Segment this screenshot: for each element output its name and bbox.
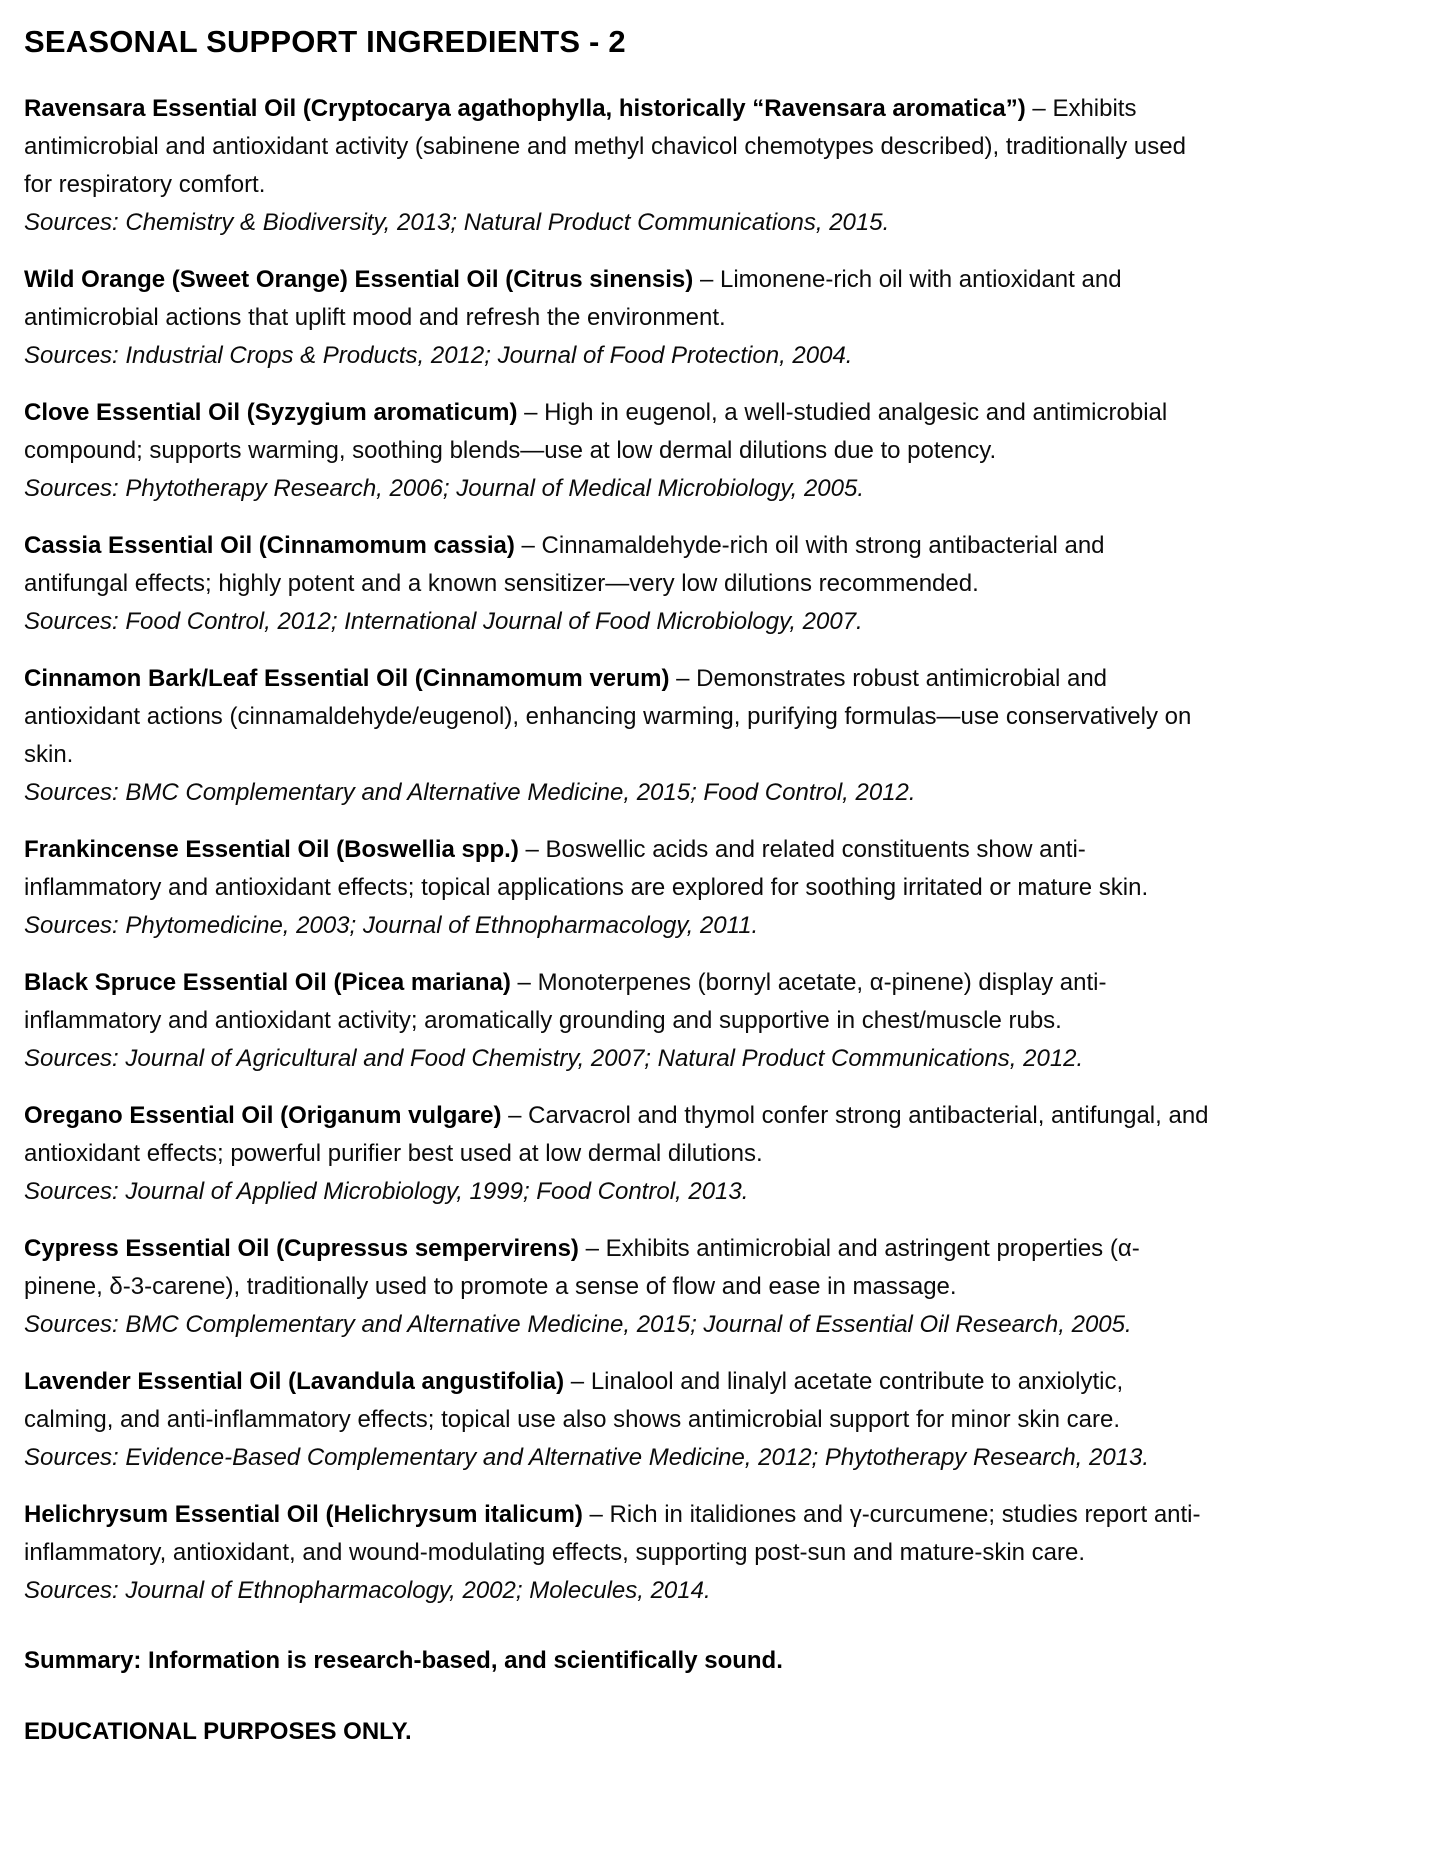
ingredient-name: Cinnamon Bark/Leaf Essential Oil (Cinnamomum verum) [24, 665, 670, 692]
name-description-separator: – [1025, 95, 1053, 122]
entry-paragraph [24, 261, 1214, 337]
ingredient-entry [24, 660, 1214, 812]
ingredient-name: Helichrysum Essential Oil (Helichrysum italicum) [24, 1501, 583, 1528]
ingredient-description: Cinnamaldehyde-rich oil with strong antibacterial and antifungal effects; highly potent and a known sensitizer—very low dilutions recommended. [24, 532, 1105, 597]
ingredient-list [24, 90, 1214, 1610]
ingredient-name: Clove Essential Oil (Syzygium aromaticum) [24, 399, 518, 426]
entry-paragraph [24, 1363, 1214, 1439]
entry-paragraph [24, 831, 1214, 907]
name-description-separator: – [514, 532, 542, 559]
name-description-separator: – [578, 1235, 606, 1262]
ingredient-entry [24, 831, 1214, 945]
ingredient-name: Oregano Essential Oil (Origanum vulgare) [24, 1102, 502, 1129]
name-description-separator: – [669, 665, 697, 692]
entry-paragraph [24, 1496, 1214, 1572]
ingredient-name: Black Spruce Essential Oil (Picea mariana) [24, 969, 511, 996]
ingredient-sources: Sources: Food Control, 2012; International Journal of Food Microbiology, 2007. [24, 608, 863, 635]
ingredient-name: Lavender Essential Oil (Lavandula angustifolia) [24, 1368, 565, 1395]
summary-text: Summary: Information is research-based, and scientifically sound. [24, 1647, 783, 1674]
ingredient-description: Rich in italidiones and γ-curcumene; studies report anti-inflammatory, antioxidant, and wound-modulating effects, supporting post-sun and mature-skin care. [24, 1501, 1201, 1566]
entry-paragraph [24, 660, 1214, 774]
entry-paragraph [24, 90, 1214, 204]
ingredient-sources: Sources: Phytotherapy Research, 2006; Journal of Medical Microbiology, 2005. [24, 475, 865, 502]
ingredient-entry [24, 1097, 1214, 1211]
ingredient-entry [24, 1230, 1214, 1344]
entry-paragraph [24, 1230, 1214, 1306]
name-description-separator: – [518, 836, 546, 863]
entry-paragraph [24, 964, 1214, 1040]
page-title: SEASONAL SUPPORT INGREDIENTS - 2 [24, 24, 626, 59]
name-description-separator: – [510, 969, 538, 996]
ingredient-description: Carvacrol and thymol confer strong antibacterial, antifungal, and antioxidant effects; powerful purifier best used at low dermal dilutions. [24, 1102, 1209, 1167]
ingredient-entry [24, 261, 1214, 375]
ingredient-sources: Sources: BMC Complementary and Alternative Medicine, 2015; Journal of Essential Oil Research, 2005. [24, 1311, 1132, 1338]
name-description-separator: – [693, 266, 720, 293]
name-description-separator: – [517, 399, 545, 426]
entry-paragraph [24, 394, 1214, 470]
ingredient-sources: Sources: Journal of Ethnopharmacology, 2002; Molecules, 2014. [24, 1577, 711, 1604]
footer-text: EDUCATIONAL PURPOSES ONLY. [24, 1718, 412, 1745]
ingredient-description: Monoterpenes (bornyl acetate, α-pinene) display anti-inflammatory and antioxidant activity; aromatically grounding and supportive in chest/muscle rubs. [24, 969, 1107, 1034]
ingredient-description: Exhibits antimicrobial and astringent properties (α-pinene, δ-3-carene), traditionally used to promote a sense of flow and ease in massage. [24, 1235, 1140, 1300]
ingredient-sources: Sources: BMC Complementary and Alternative Medicine, 2015; Food Control, 2012. [24, 779, 916, 806]
ingredient-sources: Sources: Evidence-Based Complementary and Alternative Medicine, 2012; Phytotherapy Research, 2013. [24, 1444, 1150, 1471]
ingredient-description: Limonene-rich oil with antioxidant and antimicrobial actions that uplift mood and refresh the environment. [24, 266, 1122, 331]
ingredient-entry [24, 964, 1214, 1078]
ingredient-description: Boswellic acids and related constituents show anti-inflammatory and antioxidant effects; topical applications are explored for soothing irritated or mature skin. [24, 836, 1149, 901]
ingredient-name: Cassia Essential Oil (Cinnamomum cassia) [24, 532, 515, 559]
ingredient-description: Exhibits antimicrobial and antioxidant activity (sabinene and methyl chavicol chemotypes described), traditionally used for respiratory comfort. [24, 95, 1186, 198]
entry-paragraph [24, 1097, 1214, 1173]
name-description-separator: – [501, 1102, 529, 1129]
ingredient-sources: Sources: Chemistry & Biodiversity, 2013; Natural Product Communications, 2015. [24, 209, 890, 236]
ingredient-entry [24, 90, 1214, 242]
ingredient-name: Frankincense Essential Oil (Boswellia spp.) [24, 836, 519, 863]
ingredient-sources: Sources: Journal of Applied Microbiology, 1999; Food Control, 2013. [24, 1178, 749, 1205]
name-description-separator: – [564, 1368, 591, 1395]
ingredient-name: Ravensara Essential Oil (Cryptocarya agathophylla, historically “Ravensara aromatica”) [24, 95, 1026, 122]
ingredient-entry [24, 394, 1214, 508]
ingredient-sources: Sources: Industrial Crops & Products, 2012; Journal of Food Protection, 2004. [24, 342, 853, 369]
ingredient-entry [24, 527, 1214, 641]
ingredient-sources: Sources: Journal of Agricultural and Food Chemistry, 2007; Natural Product Communications, 2012. [24, 1045, 1084, 1072]
name-description-separator: – [582, 1501, 610, 1528]
ingredient-name: Cypress Essential Oil (Cupressus sempervirens) [24, 1235, 579, 1262]
ingredient-description: Demonstrates robust antimicrobial and antioxidant actions (cinnamaldehyde/eugenol), enhancing warming, purifying formulas—use conservatively on skin. [24, 665, 1192, 768]
ingredient-sources: Sources: Phytomedicine, 2003; Journal of Ethnopharmacology, 2011. [24, 912, 759, 939]
ingredient-name: Wild Orange (Sweet Orange) Essential Oil (Citrus sinensis) [24, 266, 694, 293]
entry-paragraph [24, 527, 1214, 603]
ingredient-description: High in eugenol, a well-studied analgesic and antimicrobial compound; supports warming, soothing blends—use at low dermal dilutions due to potency. [24, 399, 1168, 464]
ingredient-description: Linalool and linalyl acetate contribute to anxiolytic, calming, and anti-inflammatory effects; topical use also shows antimicrobial support for minor skin care. [24, 1368, 1124, 1433]
ingredient-entry [24, 1363, 1214, 1477]
ingredient-entry [24, 1496, 1214, 1610]
